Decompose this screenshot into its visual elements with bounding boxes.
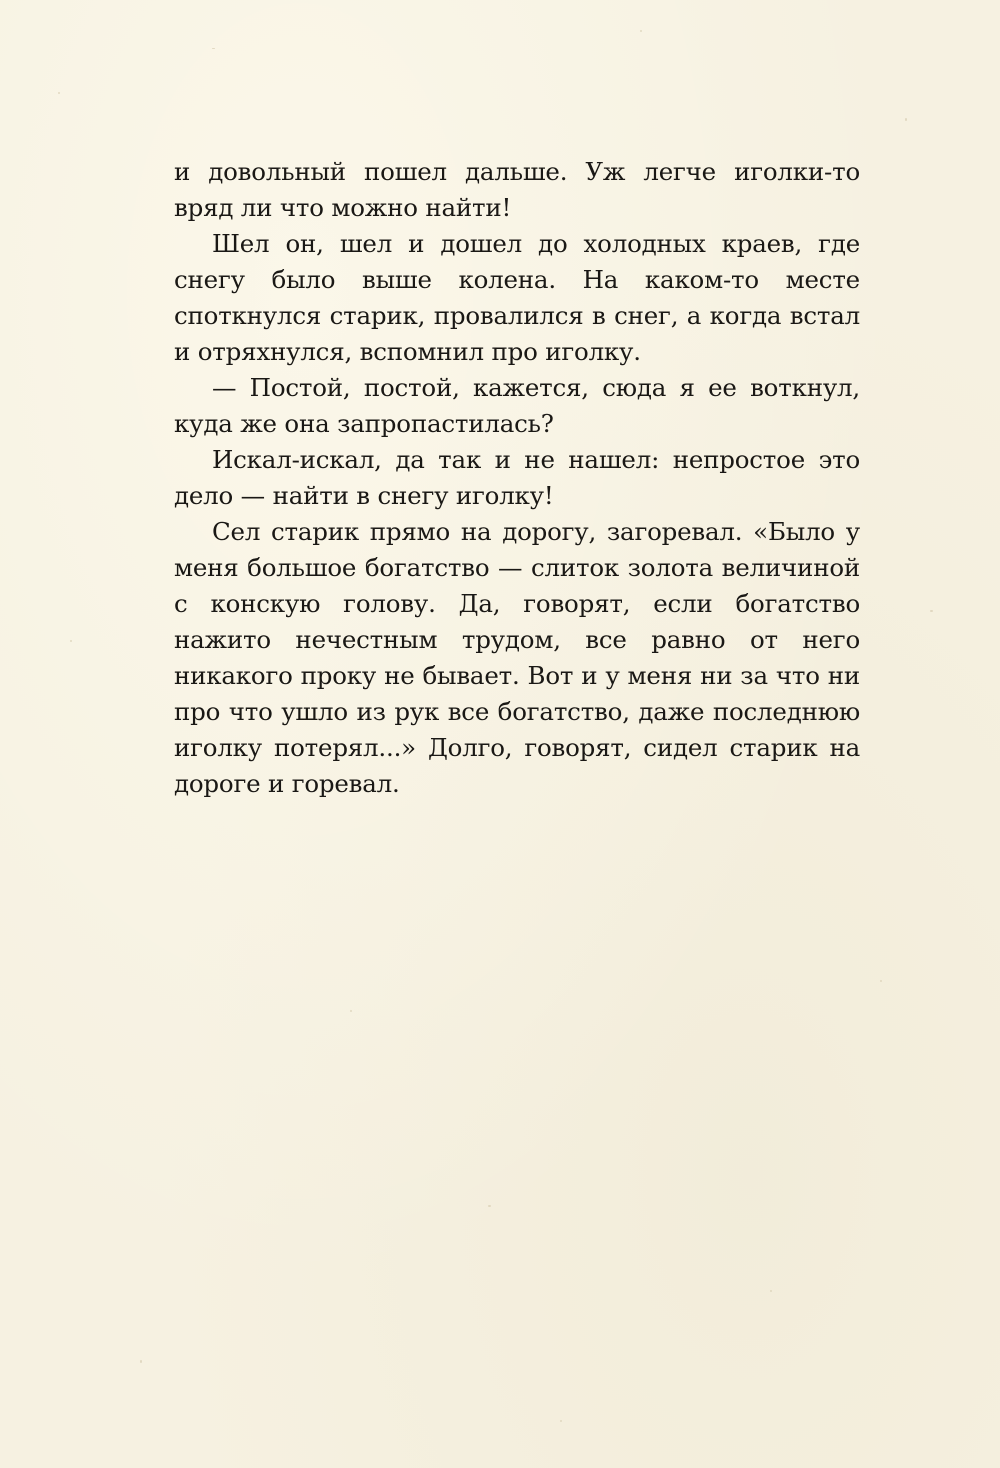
paragraph-5: Сел старик прямо на дорогу, загоревал. «Было у меня большое богатство — слиток золота величиной с конскую голову. Да, говорят, если богатство нажито нечестным трудом, все равно от него никакого проку не бывает. Вот и у меня ни за что ни про что ушло из рук все богатство, даже последнюю иголку потерял...» Долго, говорят, сидел старик на дороге и горевал. xyxy=(174,517,860,798)
paragraph-3: — Постой, постой, кажется, сюда я ее воткнул, куда же она запропастилась? xyxy=(174,373,860,438)
paragraph-1: и довольный пошел дальше. Уж легче иголки-то вряд ли что можно найти! xyxy=(174,157,860,222)
paragraph-4: Искал-искал, да так и не нашел: непростое это дело — найти в снегу иголку! xyxy=(174,445,860,510)
paper-speck xyxy=(488,1205,491,1207)
paper-speck xyxy=(212,48,215,49)
paper-speck xyxy=(70,640,72,642)
paper-speck xyxy=(58,92,60,94)
paper-speck xyxy=(930,610,933,612)
paragraph-2: Шел он, шел и дошел до холодных краев, где снегу было выше колена. На каком-то месте споткнулся старик, провалился в снег, а когда встал и отряхнулся, вспомнил про иголку. xyxy=(174,229,860,366)
paper-speck xyxy=(140,1360,142,1363)
paper-speck xyxy=(640,30,642,32)
paper-speck xyxy=(350,1010,352,1012)
story-text xyxy=(174,154,860,802)
paper-speck xyxy=(905,118,907,121)
paper-speck xyxy=(880,980,882,982)
paper-speck xyxy=(770,1290,772,1292)
paper-speck xyxy=(560,1420,562,1422)
